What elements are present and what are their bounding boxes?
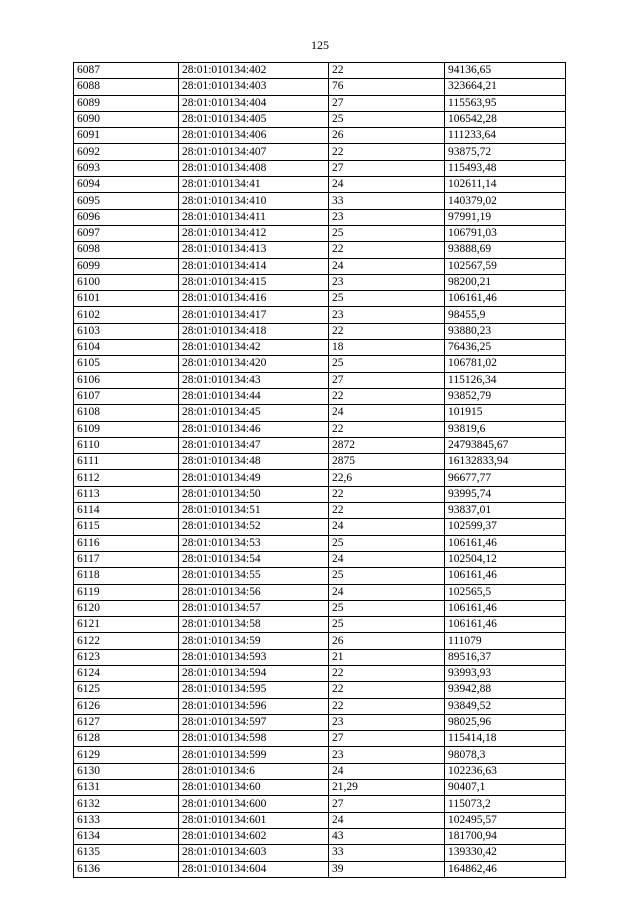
row-number-cell: 6128	[74, 731, 179, 747]
value-cell: 115073,2	[445, 796, 566, 812]
table-row	[74, 714, 566, 730]
value-cell: 16132833,94	[445, 454, 566, 470]
area-cell: 23	[329, 747, 445, 763]
cadastral-number-cell: 28:01:010134:595	[179, 682, 329, 698]
row-number-cell: 6112	[74, 470, 179, 486]
value-cell: 111079	[445, 633, 566, 649]
area-cell: 25	[329, 111, 445, 127]
table-row	[74, 242, 566, 258]
area-cell: 22	[329, 503, 445, 519]
cadastral-number-cell: 28:01:010134:55	[179, 568, 329, 584]
area-cell: 24	[329, 177, 445, 193]
row-number-cell: 6117	[74, 551, 179, 567]
value-cell: 102565,5	[445, 584, 566, 600]
area-cell: 24	[329, 812, 445, 828]
row-number-cell: 6101	[74, 291, 179, 307]
area-cell: 25	[329, 617, 445, 633]
row-number-cell: 6097	[74, 225, 179, 241]
row-number-cell: 6131	[74, 780, 179, 796]
value-cell: 93819,6	[445, 421, 566, 437]
row-number-cell: 6114	[74, 503, 179, 519]
cadastral-number-cell: 28:01:010134:600	[179, 796, 329, 812]
table-row	[74, 600, 566, 616]
area-cell: 22	[329, 682, 445, 698]
area-cell: 27	[329, 95, 445, 111]
cadastral-number-cell: 28:01:010134:58	[179, 617, 329, 633]
value-cell: 96677,77	[445, 470, 566, 486]
cadastral-number-cell: 28:01:010134:603	[179, 845, 329, 861]
area-cell: 25	[329, 356, 445, 372]
cadastral-number-cell: 28:01:010134:403	[179, 79, 329, 95]
table-row	[74, 845, 566, 861]
table-row	[74, 535, 566, 551]
cadastral-number-cell: 28:01:010134:602	[179, 828, 329, 844]
area-cell: 27	[329, 160, 445, 176]
area-cell: 23	[329, 274, 445, 290]
value-cell: 115414,18	[445, 731, 566, 747]
table-row	[74, 503, 566, 519]
cadastral-number-cell: 28:01:010134:420	[179, 356, 329, 372]
area-cell: 33	[329, 845, 445, 861]
table-row	[74, 731, 566, 747]
row-number-cell: 6135	[74, 845, 179, 861]
table-row	[74, 551, 566, 567]
table-row	[74, 486, 566, 502]
value-cell: 102611,14	[445, 177, 566, 193]
table-row	[74, 225, 566, 241]
cadastral-number-cell: 28:01:010134:52	[179, 519, 329, 535]
area-cell: 24	[329, 551, 445, 567]
area-cell: 21,29	[329, 780, 445, 796]
area-cell: 23	[329, 209, 445, 225]
area-cell: 22	[329, 388, 445, 404]
area-cell: 22	[329, 242, 445, 258]
cadastral-number-cell: 28:01:010134:594	[179, 665, 329, 681]
value-cell: 106542,28	[445, 111, 566, 127]
row-number-cell: 6104	[74, 340, 179, 356]
table-row	[74, 258, 566, 274]
value-cell: 93852,79	[445, 388, 566, 404]
table-row	[74, 160, 566, 176]
value-cell: 115126,34	[445, 372, 566, 388]
table-row	[74, 780, 566, 796]
table-row	[74, 128, 566, 144]
value-cell: 102599,37	[445, 519, 566, 535]
cadastral-number-cell: 28:01:010134:411	[179, 209, 329, 225]
cadastral-number-cell: 28:01:010134:418	[179, 323, 329, 339]
row-number-cell: 6088	[74, 79, 179, 95]
table-row	[74, 405, 566, 421]
cadastral-number-cell: 28:01:010134:51	[179, 503, 329, 519]
table-row	[74, 95, 566, 111]
value-cell: 323664,21	[445, 79, 566, 95]
row-number-cell: 6089	[74, 95, 179, 111]
value-cell: 93995,74	[445, 486, 566, 502]
value-cell: 106781,02	[445, 356, 566, 372]
value-cell: 115493,48	[445, 160, 566, 176]
table-row	[74, 340, 566, 356]
row-number-cell: 6091	[74, 128, 179, 144]
cadastral-number-cell: 28:01:010134:6	[179, 763, 329, 779]
value-cell: 106161,46	[445, 291, 566, 307]
area-cell: 21	[329, 649, 445, 665]
value-cell: 106791,03	[445, 225, 566, 241]
table-row	[74, 144, 566, 160]
table-row	[74, 209, 566, 225]
value-cell: 102495,57	[445, 812, 566, 828]
area-cell: 24	[329, 258, 445, 274]
area-cell: 22	[329, 323, 445, 339]
value-cell: 98455,9	[445, 307, 566, 323]
area-cell: 25	[329, 225, 445, 241]
table-row	[74, 421, 566, 437]
cadastral-number-cell: 28:01:010134:417	[179, 307, 329, 323]
cadastral-number-cell: 28:01:010134:59	[179, 633, 329, 649]
cadastral-number-cell: 28:01:010134:601	[179, 812, 329, 828]
row-number-cell: 6107	[74, 388, 179, 404]
row-number-cell: 6115	[74, 519, 179, 535]
row-number-cell: 6125	[74, 682, 179, 698]
area-cell: 76	[329, 79, 445, 95]
value-cell: 97991,19	[445, 209, 566, 225]
table-row	[74, 111, 566, 127]
value-cell: 106161,46	[445, 600, 566, 616]
value-cell: 139330,42	[445, 845, 566, 861]
cadastral-number-cell: 28:01:010134:604	[179, 861, 329, 877]
area-cell: 27	[329, 731, 445, 747]
value-cell: 106161,46	[445, 568, 566, 584]
row-number-cell: 6132	[74, 796, 179, 812]
value-cell: 101915	[445, 405, 566, 421]
cadastral-number-cell: 28:01:010134:405	[179, 111, 329, 127]
value-cell: 106161,46	[445, 617, 566, 633]
value-cell: 93849,52	[445, 698, 566, 714]
area-cell: 18	[329, 340, 445, 356]
area-cell: 24	[329, 519, 445, 535]
value-cell: 111233,64	[445, 128, 566, 144]
table-row	[74, 454, 566, 470]
cadastral-number-cell: 28:01:010134:43	[179, 372, 329, 388]
row-number-cell: 6133	[74, 812, 179, 828]
cadastral-number-cell: 28:01:010134:406	[179, 128, 329, 144]
area-cell: 22	[329, 63, 445, 79]
row-number-cell: 6087	[74, 63, 179, 79]
cadastral-number-cell: 28:01:010134:60	[179, 780, 329, 796]
cadastral-number-cell: 28:01:010134:598	[179, 731, 329, 747]
cadastral-number-cell: 28:01:010134:415	[179, 274, 329, 290]
area-cell: 23	[329, 714, 445, 730]
cadastral-number-cell: 28:01:010134:47	[179, 437, 329, 453]
cadastral-number-cell: 28:01:010134:599	[179, 747, 329, 763]
row-number-cell: 6134	[74, 828, 179, 844]
table-row	[74, 177, 566, 193]
area-cell: 22	[329, 486, 445, 502]
cadastral-number-cell: 28:01:010134:593	[179, 649, 329, 665]
table-row	[74, 568, 566, 584]
area-cell: 27	[329, 796, 445, 812]
value-cell: 102567,59	[445, 258, 566, 274]
cadastral-number-cell: 28:01:010134:407	[179, 144, 329, 160]
table-row	[74, 649, 566, 665]
row-number-cell: 6118	[74, 568, 179, 584]
value-cell: 76436,25	[445, 340, 566, 356]
table-row	[74, 665, 566, 681]
area-cell: 43	[329, 828, 445, 844]
value-cell: 164862,46	[445, 861, 566, 877]
area-cell: 22,6	[329, 470, 445, 486]
cadastral-number-cell: 28:01:010134:404	[179, 95, 329, 111]
cadastral-number-cell: 28:01:010134:402	[179, 63, 329, 79]
value-cell: 93880,23	[445, 323, 566, 339]
cadastral-number-cell: 28:01:010134:41	[179, 177, 329, 193]
table-row	[74, 372, 566, 388]
table-row	[74, 79, 566, 95]
cadastral-number-cell: 28:01:010134:596	[179, 698, 329, 714]
cadastral-number-cell: 28:01:010134:597	[179, 714, 329, 730]
table-row	[74, 193, 566, 209]
value-cell: 24793845,67	[445, 437, 566, 453]
cadastral-number-cell: 28:01:010134:49	[179, 470, 329, 486]
area-cell: 25	[329, 291, 445, 307]
row-number-cell: 6127	[74, 714, 179, 730]
area-cell: 2875	[329, 454, 445, 470]
row-number-cell: 6111	[74, 454, 179, 470]
row-number-cell: 6129	[74, 747, 179, 763]
table-row	[74, 519, 566, 535]
table-row	[74, 617, 566, 633]
row-number-cell: 6119	[74, 584, 179, 600]
row-number-cell: 6102	[74, 307, 179, 323]
row-number-cell: 6094	[74, 177, 179, 193]
area-cell: 24	[329, 405, 445, 421]
area-cell: 2872	[329, 437, 445, 453]
table-row	[74, 812, 566, 828]
row-number-cell: 6099	[74, 258, 179, 274]
row-number-cell: 6126	[74, 698, 179, 714]
table-row	[74, 861, 566, 877]
row-number-cell: 6116	[74, 535, 179, 551]
cadastral-number-cell: 28:01:010134:54	[179, 551, 329, 567]
value-cell: 98025,96	[445, 714, 566, 730]
row-number-cell: 6124	[74, 665, 179, 681]
cadastral-number-cell: 28:01:010134:46	[179, 421, 329, 437]
cadastral-number-cell: 28:01:010134:56	[179, 584, 329, 600]
cadastral-number-cell: 28:01:010134:45	[179, 405, 329, 421]
registry-table-body	[74, 63, 566, 878]
area-cell: 25	[329, 600, 445, 616]
value-cell: 115563,95	[445, 95, 566, 111]
registry-table	[73, 62, 566, 878]
table-row	[74, 470, 566, 486]
area-cell: 25	[329, 568, 445, 584]
row-number-cell: 6113	[74, 486, 179, 502]
area-cell: 23	[329, 307, 445, 323]
cadastral-number-cell: 28:01:010134:414	[179, 258, 329, 274]
area-cell: 22	[329, 144, 445, 160]
table-row	[74, 747, 566, 763]
row-number-cell: 6123	[74, 649, 179, 665]
cadastral-number-cell: 28:01:010134:48	[179, 454, 329, 470]
cadastral-number-cell: 28:01:010134:42	[179, 340, 329, 356]
table-row	[74, 63, 566, 79]
cadastral-number-cell: 28:01:010134:416	[179, 291, 329, 307]
row-number-cell: 6090	[74, 111, 179, 127]
row-number-cell: 6110	[74, 437, 179, 453]
value-cell: 140379,02	[445, 193, 566, 209]
table-row	[74, 356, 566, 372]
cadastral-number-cell: 28:01:010134:408	[179, 160, 329, 176]
row-number-cell: 6105	[74, 356, 179, 372]
value-cell: 98200,21	[445, 274, 566, 290]
cadastral-number-cell: 28:01:010134:413	[179, 242, 329, 258]
area-cell: 33	[329, 193, 445, 209]
row-number-cell: 6098	[74, 242, 179, 258]
table-row	[74, 437, 566, 453]
area-cell: 22	[329, 421, 445, 437]
row-number-cell: 6103	[74, 323, 179, 339]
row-number-cell: 6122	[74, 633, 179, 649]
value-cell: 93837,01	[445, 503, 566, 519]
table-row	[74, 828, 566, 844]
value-cell: 93993,93	[445, 665, 566, 681]
cadastral-number-cell: 28:01:010134:410	[179, 193, 329, 209]
value-cell: 181700,94	[445, 828, 566, 844]
value-cell: 89516,37	[445, 649, 566, 665]
area-cell: 26	[329, 633, 445, 649]
cadastral-number-cell: 28:01:010134:412	[179, 225, 329, 241]
cadastral-number-cell: 28:01:010134:44	[179, 388, 329, 404]
cadastral-number-cell: 28:01:010134:53	[179, 535, 329, 551]
row-number-cell: 6100	[74, 274, 179, 290]
area-cell: 26	[329, 128, 445, 144]
row-number-cell: 6092	[74, 144, 179, 160]
cadastral-number-cell: 28:01:010134:50	[179, 486, 329, 502]
row-number-cell: 6096	[74, 209, 179, 225]
area-cell: 22	[329, 698, 445, 714]
table-row	[74, 323, 566, 339]
area-cell: 39	[329, 861, 445, 877]
row-number-cell: 6109	[74, 421, 179, 437]
value-cell: 93875,72	[445, 144, 566, 160]
value-cell: 93942,88	[445, 682, 566, 698]
row-number-cell: 6120	[74, 600, 179, 616]
area-cell: 22	[329, 665, 445, 681]
table-row	[74, 584, 566, 600]
row-number-cell: 6108	[74, 405, 179, 421]
area-cell: 27	[329, 372, 445, 388]
area-cell: 24	[329, 584, 445, 600]
value-cell: 102504,12	[445, 551, 566, 567]
row-number-cell: 6121	[74, 617, 179, 633]
value-cell: 90407,1	[445, 780, 566, 796]
table-row	[74, 307, 566, 323]
row-number-cell: 6093	[74, 160, 179, 176]
page-number: 125	[311, 38, 329, 52]
value-cell: 106161,46	[445, 535, 566, 551]
area-cell: 24	[329, 763, 445, 779]
row-number-cell: 6130	[74, 763, 179, 779]
row-number-cell: 6095	[74, 193, 179, 209]
row-number-cell: 6136	[74, 861, 179, 877]
table-row	[74, 796, 566, 812]
value-cell: 94136,65	[445, 63, 566, 79]
row-number-cell: 6106	[74, 372, 179, 388]
table-row	[74, 633, 566, 649]
table-row	[74, 291, 566, 307]
cadastral-number-cell: 28:01:010134:57	[179, 600, 329, 616]
table-row	[74, 388, 566, 404]
value-cell: 102236,63	[445, 763, 566, 779]
table-row	[74, 698, 566, 714]
table-row	[74, 763, 566, 779]
value-cell: 98078,3	[445, 747, 566, 763]
value-cell: 93888,69	[445, 242, 566, 258]
table-row	[74, 274, 566, 290]
area-cell: 25	[329, 535, 445, 551]
table-row	[74, 682, 566, 698]
